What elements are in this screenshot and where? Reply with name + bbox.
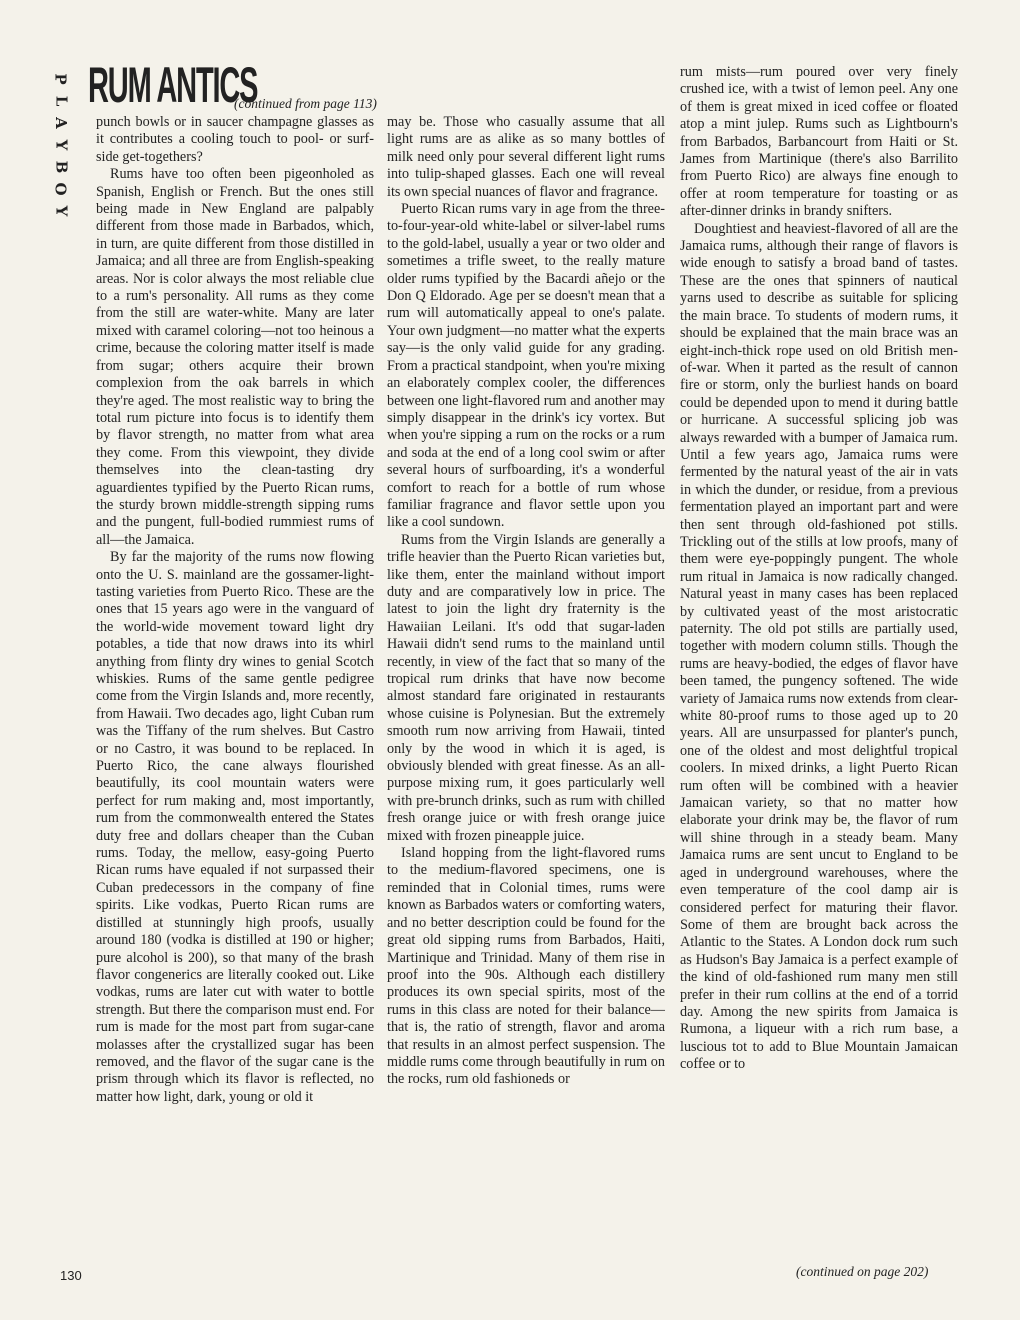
article-paragraph: Rums have too often been pigeonholed as Spanish, English or French. But the ones still being made in New England are palpably different from those made in Barbados, which, in turn, are quite different from those distilled in Jamaica; and all three are from English-speaking areas. Nor is color always the most reliable clue to a rum's personality. All rums as they come from the still are water-white. Many are later mixed with caramel coloring—not too heinous a crime, because the coloring matter itself is made from sugar; others acquire their brown complexion from the oak barrels in which they're aged. The most realistic way to bring the total rum picture into focus is to identify them by flavor strength, no matter from what area they come. From this viewpoint, they divide themselves into the clean-tasting dry aguardientes typified by the Puerto Rican rums, the sturdy brown middle-strength sipping rums and the pungent, full-bodied rummiest rums of all—the Jamaica.	[96, 166, 374, 548]
article-paragraph: rum mists—rum poured over very finely crushed ice, with a twist of lemon peel. Any one of them is great mixed in iced coffee or floated atop a mint julep. Rums such as Lightbourn's from Barbados, Barbancourt from Haiti or St. James from Martinique (there's also Barrilito from Puerto Rico) are always fine enough to offer at room temperature for toasting or as after-dinner drinks in brandy snifters.	[680, 64, 958, 220]
article-column-3	[680, 64, 958, 1074]
article-title: RUM ANTICS	[88, 57, 258, 113]
continued-from-note: (continued from page 113)	[234, 96, 377, 111]
article-paragraph: punch bowls or in saucer champagne glasses as it contributes a cooling touch to pool- or surf-side get-togethers?	[96, 114, 374, 165]
continued-on-note: (continued on page 202)	[796, 1264, 929, 1279]
page-number: 130	[60, 1268, 82, 1283]
side-letter: B	[52, 160, 70, 174]
side-letter: P	[52, 73, 70, 85]
side-letter: Y	[52, 205, 70, 217]
side-letter: L	[51, 95, 70, 107]
article-paragraph: By far the majority of the rums now flowing onto the U. S. mainland are the gossamer-light-tasting varieties from Puerto Rico. These are the ones that 15 years ago were in the vanguard of the world-wide movement toward light dry potables, a tide that now draws into its whirl anything from flinty dry wines to genial Scotch whiskies. Rums of the same gentle pedigree come from the Virgin Islands and, more recently, from Hawaii. Two decades ago, light Cuban rum was the Tiffany of the rum shelves. But Castro or no Castro, it was bound to be replaced. In Puerto Rico, the cane always flourished beautifully, its cool mountain waters were perfect for rum making and, most importantly, rum from the commonwealth entered the States duty free and dollars cheaper than the Cuban rums. Today, the mellow, easy-going Puerto Rican rums have equaled if not surpassed their Cuban predecessors in the company of fine spirits. Like vodkas, Puerto Rican rums are distilled at stunningly high proofs, usually around 180 (vodka is distilled at 190 or higher; pure alcohol is 200), so that many of the brash flavor congenerics are literally cooked out. Like vodkas, rums are later cut with water to bottle strength. But there the comparison must end. For rum is made for the most part from sugar-cane molasses after the crystallized sugar has been removed, and the flavor of the sugar cane is the prism through which its flavor is reflected, no matter how light, dark, young or old it	[96, 549, 374, 1105]
article-column-2	[387, 114, 665, 1089]
article-paragraph: Island hopping from the light-flavored rums to the medium-flavored specimens, one is reminded that in Colonial times, rums were known as Barbados waters or comforting waters, and no better description could be found for the great old sipping rums from Barbados, Haiti, Martinique and Trinidad. Many of them rise in proof into the 90s. Although each distillery produces its own special spirits, most of the rums in this class are noted for their balance—that is, the ratio of strength, flavor and aroma that results in an almost perfect suspension. The middle rums come through beautifully in rum on the rocks, rum old fashioneds or	[387, 845, 665, 1088]
article-paragraph: Puerto Rican rums vary in age from the three-to-four-year-old white-label or silver-label rums to the gold-label, usually a year or two older and sometimes a trifle sweet, to the really mature older rums typified by the Bacardi añejo or the Don Q Eldorado. Age per se doesn't mean that a rum will automatically appeal to one's palate. Your own judgment—no matter what the experts say—is the only valid guide for any grading. From a practical standpoint, when you're mixing an elaborately complex cooler, the differences between one light-flavored rum and another may simply disappear in the drink's icy vortex. But when you're sipping a rum on the rocks or a rum and soda at the end of a long cool swim or after several hours of surfboarding, it's a wonderful comfort to reach for a bottle of rum whose familiar fragrance and flavor settle upon you like a cool sundown.	[387, 201, 665, 531]
side-letter: A	[51, 117, 70, 129]
article-paragraph: Doughtiest and heaviest-flavored of all are the Jamaica rums, although their range of flavors is wide enough to satisfy a broad band of tastes. These are the ones that spinners of nautical yarns used to describe as suitable for splicing the main brace. To students of modern rums, it should be explained that the main brace was an eight-inch-thick rope used on old British men-of-war. When it parted as the result of cannon fire or storm, only the burliest hands on board could be depended upon to mend it during battle or hurricane. A successful splicing job was always rewarded with a bumper of Jamaica rum. Until a few years ago, Jamaica rums were fermented by the natural yeast of the air in vats in which the dunder, or residue, from a previous fermentation played an important part and were then sent through old-fashioned pot stills. Trickling out of the stills at low proofs, many of them were eye-poppingly pungent. The whole rum ritual in Jamaica is now radically changed. Natural yeast in many cases has been replaced by cultivated yeast of the most aristocratic paternity. The old pot stills are partially used, together with modern column stills. Though the rums are heavy-bodied, the edges of flavor have been tamed, the pungency softened. The wide variety of Jamaica rums now extends from clear-white 80-proof rums to those aged up to 20 years. All are unsurpassed for planter's punch, one of the oldest and most delightful tropical coolers. In mixed drinks, a light Puerto Rican rum often will be combined with a heavier Jamaican variety, so that no matter how elaborate your drink may be, the flavor of rum will shine through in a steady beam. Many Jamaica rums are sent uncut to England to be aged in underground warehouses, where the even temperature of the cool damp air is considered perfect for maturing their flavor. Some of them are brought back across the Atlantic to the States. A London dock rum such as Hudson's Bay Jamaica is a perfect example of the kind of old-fashioned rum many men still prefer in their rum collins at the end of a torrid day. Among the new spirits from Jamaica is Rumona, a liqueur with a rich rum base, a luscious tot to add to Blue Mountain Jamaican coffee or to	[680, 220, 958, 1073]
side-letter: O	[51, 182, 70, 196]
article-paragraph: may be. Those who casually assume that all light rums are as alike as so many bottles of milk need only pour several different light rums into tulip-shaped glasses. Each one will reveal its own special nuances of flavor and fragrance.	[387, 114, 665, 200]
side-letter: Y	[52, 139, 70, 151]
article-column-1	[96, 114, 374, 1106]
magazine-side-label	[52, 68, 70, 222]
article-paragraph: Rums from the Virgin Islands are generally a trifle heavier than the Puerto Rican varieties but, like them, enter the mainland without import duty and are comparatively low in price. The latest to join the light dry fraternity is the Hawaiian Leilani. It's odd that sugar-laden Hawaii didn't send rums to the mainland until recently, in view of the fact that so many of the tropical rum drinks that have now become almost standard fare originated in restaurants whose cuisine is Polynesian. But the extremely smooth rum now arriving from Hawaii, tinted only by the wood in which it is aged, is obviously blended with great finesse. As an all-purpose mixing rum, it goes particularly well with pre-brunch drinks, such as rum with chilled fresh orange juice or with fresh orange juice mixed with frozen pineapple juice.	[387, 531, 665, 844]
